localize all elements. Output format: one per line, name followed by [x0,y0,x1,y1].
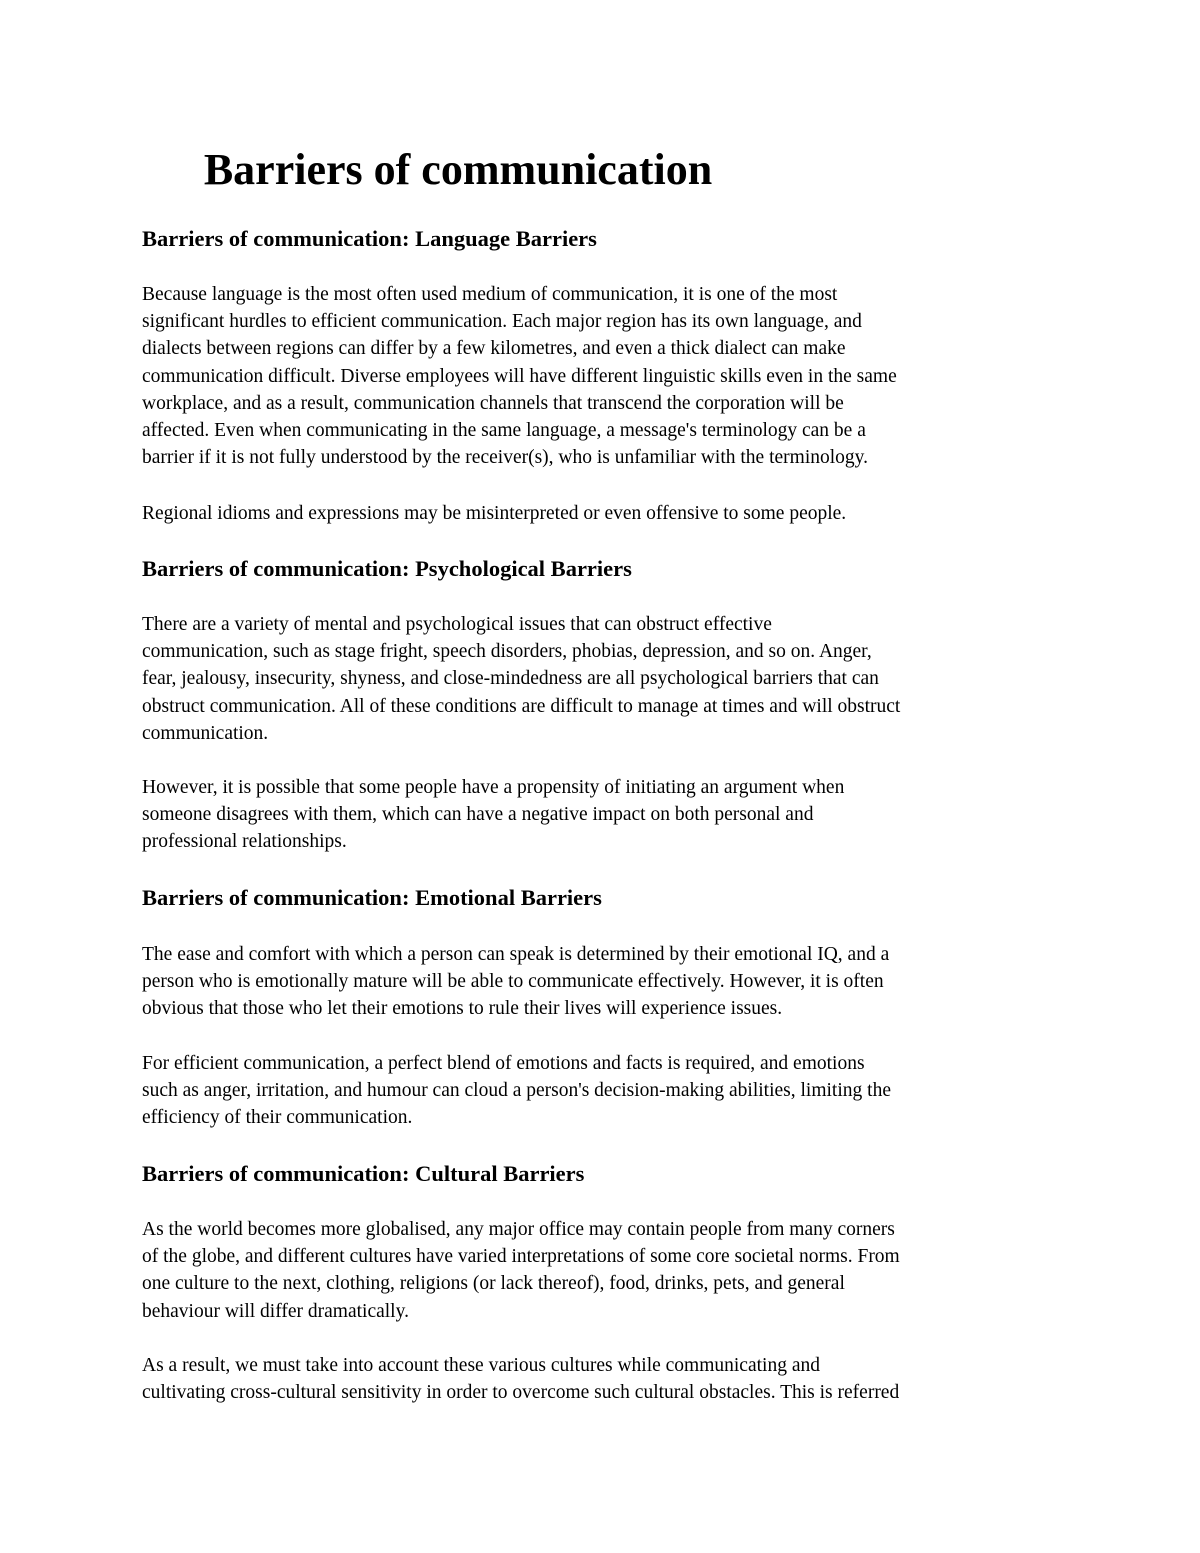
text-line: professional relationships. [142,831,347,853]
section-heading-psychological: Barriers of communication: Psychological Barriers [142,556,632,581]
text-line: As the world becomes more globalised, any major office may contain people from many corners [142,1219,895,1240]
text-line: of the globe, and different cultures have varied interpretations of some core societal norms. From [142,1246,900,1268]
text-line: significant hurdles to efficient communication. Each major region has its own language, and [142,311,862,333]
section-heading-cultural: Barriers of communication: Cultural Barriers [142,1161,585,1186]
text-line: As a result, we must take into account these various cultures while communicating and [142,1355,820,1376]
paragraph [142,941,889,1023]
document-title: Barriers of communication [203,145,713,194]
text-line: Regional idioms and expressions may be misinterpreted or even offensive to some people. [142,503,847,524]
text-line: Because language is the most often used medium of communication, it is one of the most [142,284,838,305]
paragraph [142,1050,891,1132]
text-line: one culture to the next, clothing, religions (or lack thereof), food, drinks, pets, and general [142,1273,845,1295]
text-line: cultivating cross-cultural sensitivity in order to overcome such cultural obstacles. This is referred [142,1382,900,1404]
text-line: obvious that those who let their emotions to rule their lives will experience issues. [142,998,783,1020]
text-line: For efficient communication, a perfect blend of emotions and facts is required, and emotions [142,1053,865,1074]
text-line: The ease and comfort with which a person can speak is determined by their emotional IQ, and a [142,944,890,965]
text-line: barrier if it is not fully understood by the receiver(s), who is unfamiliar with the terminology. [142,447,869,469]
text-line: However, it is possible that some people have a propensity of initiating an argument when [142,777,845,798]
text-line: fear, jealousy, insecurity, shyness, and close-mindedness are all psychological barriers that can [142,668,879,690]
text-line: person who is emotionally mature will be able to communicate effectively. However, it is often [142,971,884,993]
text-line: behaviour will differ dramatically. [142,1300,409,1322]
text-line: communication difficult. Diverse employees will have different linguistic skills even in the same [142,365,897,387]
paragraph [142,774,844,856]
section-heading-emotional: Barriers of communication: Emotional Barriers [142,885,602,910]
text-line: dialects between regions can differ by a few kilometres, and even a thick dialect can make [142,338,846,360]
text-line: obstruct communication. All of these conditions are difficult to manage at times and will obstruct [142,695,901,717]
text-line: affected. Even when communicating in the same language, a message's terminology can be a [142,420,866,442]
text-line: such as anger, irritation, and humour can cloud a person's decision-making abilities, limiting the [142,1080,891,1102]
paragraph [142,611,900,747]
paragraph [142,1216,900,1325]
paragraph [142,281,897,471]
text-line: communication, such as stage fright, speech disorders, phobias, depression, and so on. Anger, [142,641,872,663]
text-line: someone disagrees with them, which can have a negative impact on both personal and [142,804,814,826]
text-line: workplace, and as a result, communication channels that transcend the corporation will be [142,392,844,414]
text-line: There are a variety of mental and psychological issues that can obstruct effective [142,614,772,635]
text-line: efficiency of their communication. [142,1107,413,1129]
text-line: communication. [142,722,269,744]
section-heading-language: Barriers of communication: Language Barriers [142,226,597,251]
paragraph [142,1352,899,1406]
paragraph [142,500,846,527]
